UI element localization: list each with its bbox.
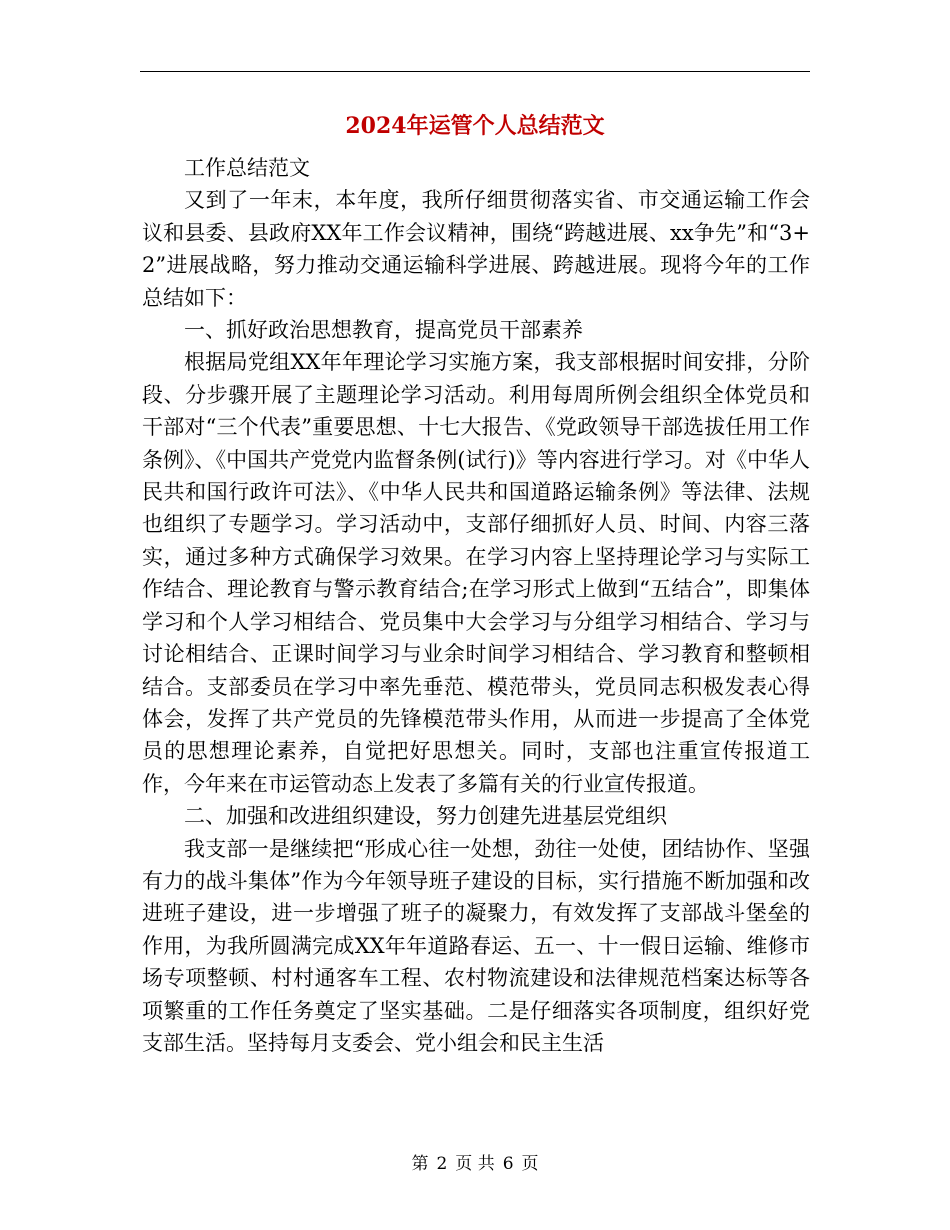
header-rule: [140, 71, 810, 72]
paragraph-section-1: 根据局党组XX年年理论学习实施方案，我支部根据时间安排，分阶段、分步骤开展了主题理论学习活动。利用每周所例会组织全体党员和干部对“三个代表”重要思想、十七大报告、《党政领导干部选拔任用工作条例》、《中国共产党党内监督条例(试行)》等内容进行学习。对《中华人民共和国行政许可法》、《中华人民共和国道路运输条例》等法律、法规也组织了专题学习。学习活动中，支部仔细抓好人员、时间、内容三落实，通过多种方式确保学习效果。在学习内容上坚持理论学习与实际工作结合、理论教育与警示教育结合;在学习形式上做到“五结合”，即集体学习和个人学习相结合、党员集中大会学习与分组学习相结合、学习与讨论相结合、正课时间学习与业余时间学习相结合、学习教育和整顿相结合。支部委员在学习中率先垂范、模范带头，党员同志积极发表心得体会，发挥了共产党员的先锋模范带头作用，从而进一步提高了全体党员的思想理论素养，自觉把好思想关。同时，支部也注重宣传报道工作，今年来在市运管动态上发表了多篇有关的行业宣传报道。: [142, 350, 810, 796]
page-mid-text: 页 共: [455, 1154, 495, 1174]
document-body: [142, 152, 810, 1059]
paragraph-section-2: 我支部一是继续把“形成心往一处想，劲往一处使，团结协作、坚强有力的战斗集体”作为今年领导班子建设的目标，实行措施不断加强和改进班子建设，进一步增强了班子的凝聚力，有效发挥了支部战斗堡垒的作用，为我所圆满完成XX年年道路春运、五一、十一假日运输、维修市场专项整顿、村村通客车工程、农村物流建设和法律规范档案达标等各项繁重的工作任务奠定了坚实基础。二是仔细落实各项制度，组织好党支部生活。坚持每月支委会、党小组会和民主生活: [142, 836, 810, 1055]
section-heading-2: 二、加强和改进组织建设，努力创建先进基层党组织: [184, 804, 667, 829]
paragraph-intro: 又到了一年末，本年度，我所仔细贯彻落实省、市交通运输工作会议和县委、县政府XX年工作会议精神，围绕“跨越进展、xx争先”和“3+2”进展战略，努力推动交通运输科学进展、跨越进展。现将今年的工作总结如下：: [142, 188, 810, 310]
paragraph-subtitle: 工作总结范文: [184, 156, 310, 180]
page-footer: [0, 1152, 950, 1176]
section-heading-1: 一、抓好政治思想教育，提高党员干部素养: [184, 318, 583, 343]
page-prefix: 第: [411, 1154, 429, 1174]
document-title: 2024年运管个人总结范文: [345, 113, 605, 139]
page-current-number: 2: [436, 1154, 448, 1174]
page-suffix: 页: [521, 1154, 539, 1174]
page-total-number: 6: [502, 1154, 514, 1174]
